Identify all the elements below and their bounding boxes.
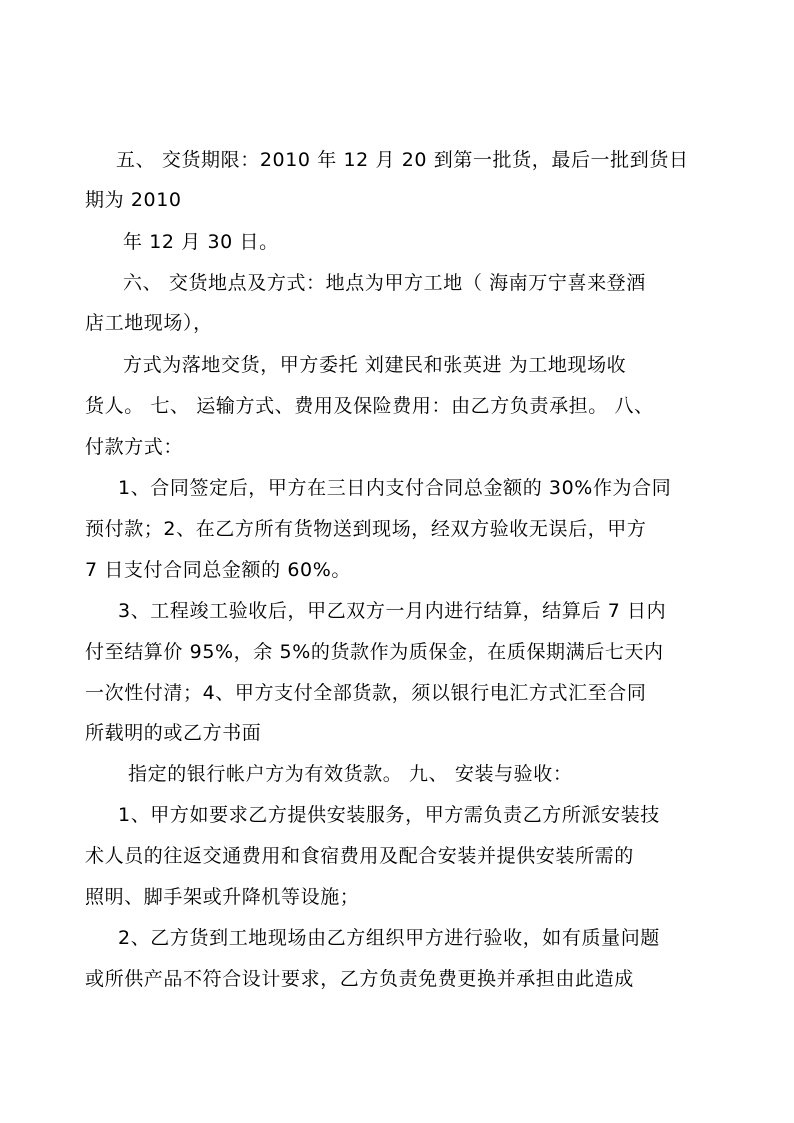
text-line-4: 六、 交货地点及方式：地点为甲方工地（ 海南万宁喜来登酒 xyxy=(123,272,646,294)
text-line-18: 术人员的往返交通费用和食宿费用及配合安装并提供安装所需的 xyxy=(85,845,634,867)
text-line-5: 店工地现场）， xyxy=(85,312,213,334)
text-line-10: 预付款；2、在乙方所有货物送到现场，经双方验收无误后，甲方 xyxy=(85,518,647,540)
text-line-2: 期为 2010 xyxy=(85,189,182,211)
text-line-19: 照明、脚手架或升降机等设施； xyxy=(85,886,360,908)
text-line-12: 3、工程竣工验收后，甲乙双方一月内进行结算，结算后 7 日内 xyxy=(118,600,667,622)
text-line-15: 所载明的或乙方书面 xyxy=(85,722,262,744)
text-line-7: 货人。 七、 运输方式、费用及保险费用：由乙方负责承担。 八、 xyxy=(85,395,654,417)
text-line-3: 年 12 月 30 日。 xyxy=(123,231,279,253)
text-line-8: 付款方式： xyxy=(85,436,184,458)
text-line-14: 一次性付清；4、甲方支付全部货款，须以银行电汇方式汇至合同 xyxy=(85,682,647,704)
text-line-6: 方式为落地交货，甲方委托 刘建民和张英进 为工地现场收 xyxy=(123,354,627,376)
text-line-16: 指定的银行帐户方为有效货款。 九、 安装与验收： xyxy=(128,763,573,785)
text-line-20: 2、乙方货到工地现场由乙方组织甲方进行验收，如有质量问题 xyxy=(118,927,660,949)
text-line-9: 1、合同签定后，甲方在三日内支付合同总金额的 30%作为合同 xyxy=(118,477,672,499)
text-line-11: 7 日支付合同总金额的 60%。 xyxy=(85,559,351,581)
text-line-13: 付至结算价 95%，余 5%的货款作为质保金，在质保期满后七天内 xyxy=(85,641,664,663)
text-line-1: 五、 交货期限：2010 年 12 月 20 到第一批货，最后一批到货日 xyxy=(116,149,689,171)
text-line-17: 1、甲方如要求乙方提供安装服务，甲方需负责乙方所派安装技 xyxy=(118,804,660,826)
text-line-21: 或所供产品不符合设计要求，乙方负责免费更换并承担由此造成 xyxy=(85,968,634,990)
